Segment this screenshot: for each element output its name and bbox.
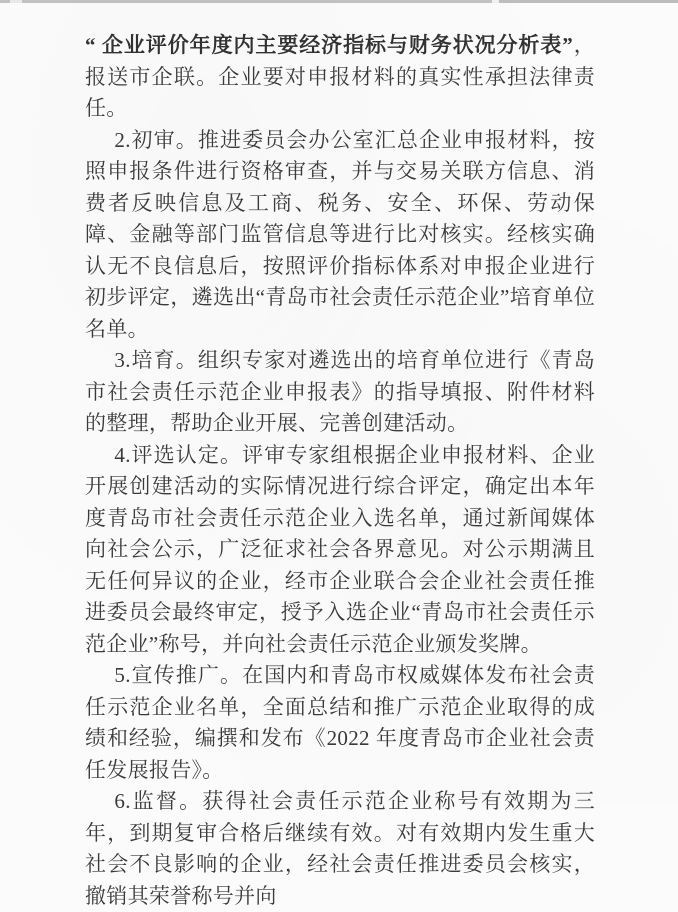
document-body [85, 30, 595, 912]
paragraph-text: ，报送市企联。企业要对申报材料的真实性承担法律责任。 [85, 33, 595, 120]
form-name-bold-text: “ 企业评价年度内主要经济指标与财务状况分析表” [85, 33, 574, 57]
paragraph [85, 440, 595, 661]
paragraph-text: 6.监督。获得社会责任示范企业称号有效期为三年，到期复审合格后继续有效。对有效期内发生重大社会不良影响的企业，经社会责任推进委员会核实，撤销其荣誉称号并向 [85, 789, 595, 908]
paragraph [85, 30, 595, 125]
paragraph-text: 3.培育。组织专家对遴选出的培育单位进行《青岛市社会责任示范企业申报表》的指导填报、附件材料的整理，帮助企业开展、完善创建活动。 [85, 348, 595, 435]
paragraph-text: 4.评选认定。评审专家组根据企业申报材料、企业开展创建活动的实际情况进行综合评定，确定出本年度青岛市社会责任示范企业入选名单，通过新闻媒体向社会公示，广泛征求社会各界意见。对公示期满且无任何异议的企业，经市企业联合会企业社会责任推进委员会最终审定，授予入选企业“青岛市社会责任示范企业”称号，并向社会责任示范企业颁发奖牌。 [85, 442, 595, 656]
paragraph-text: 2.初审。推进委员会办公室汇总企业申报材料，按照申报条件进行资格审查，并与交易关联方信息、消费者反映信息及工商、税务、安全、环保、劳动保障、金融等部门监管信息等进行比对核实。经核实确认无不良信息后，按照评价指标体系对申报企业进行初步评定，遴选出“青岛市社会责任示范企业”培育单位名单。 [85, 127, 595, 341]
paragraph-text: 5.宣传推广。在国内和青岛市权威媒体发布社会责任示范企业名单，全面总结和推广示范企业取得的成绩和经验，编撰和发布《2022 年度青岛市企业社会责任发展报告》。 [85, 663, 595, 782]
paragraph [85, 660, 595, 786]
paragraph [85, 345, 595, 440]
paragraph [85, 125, 595, 346]
